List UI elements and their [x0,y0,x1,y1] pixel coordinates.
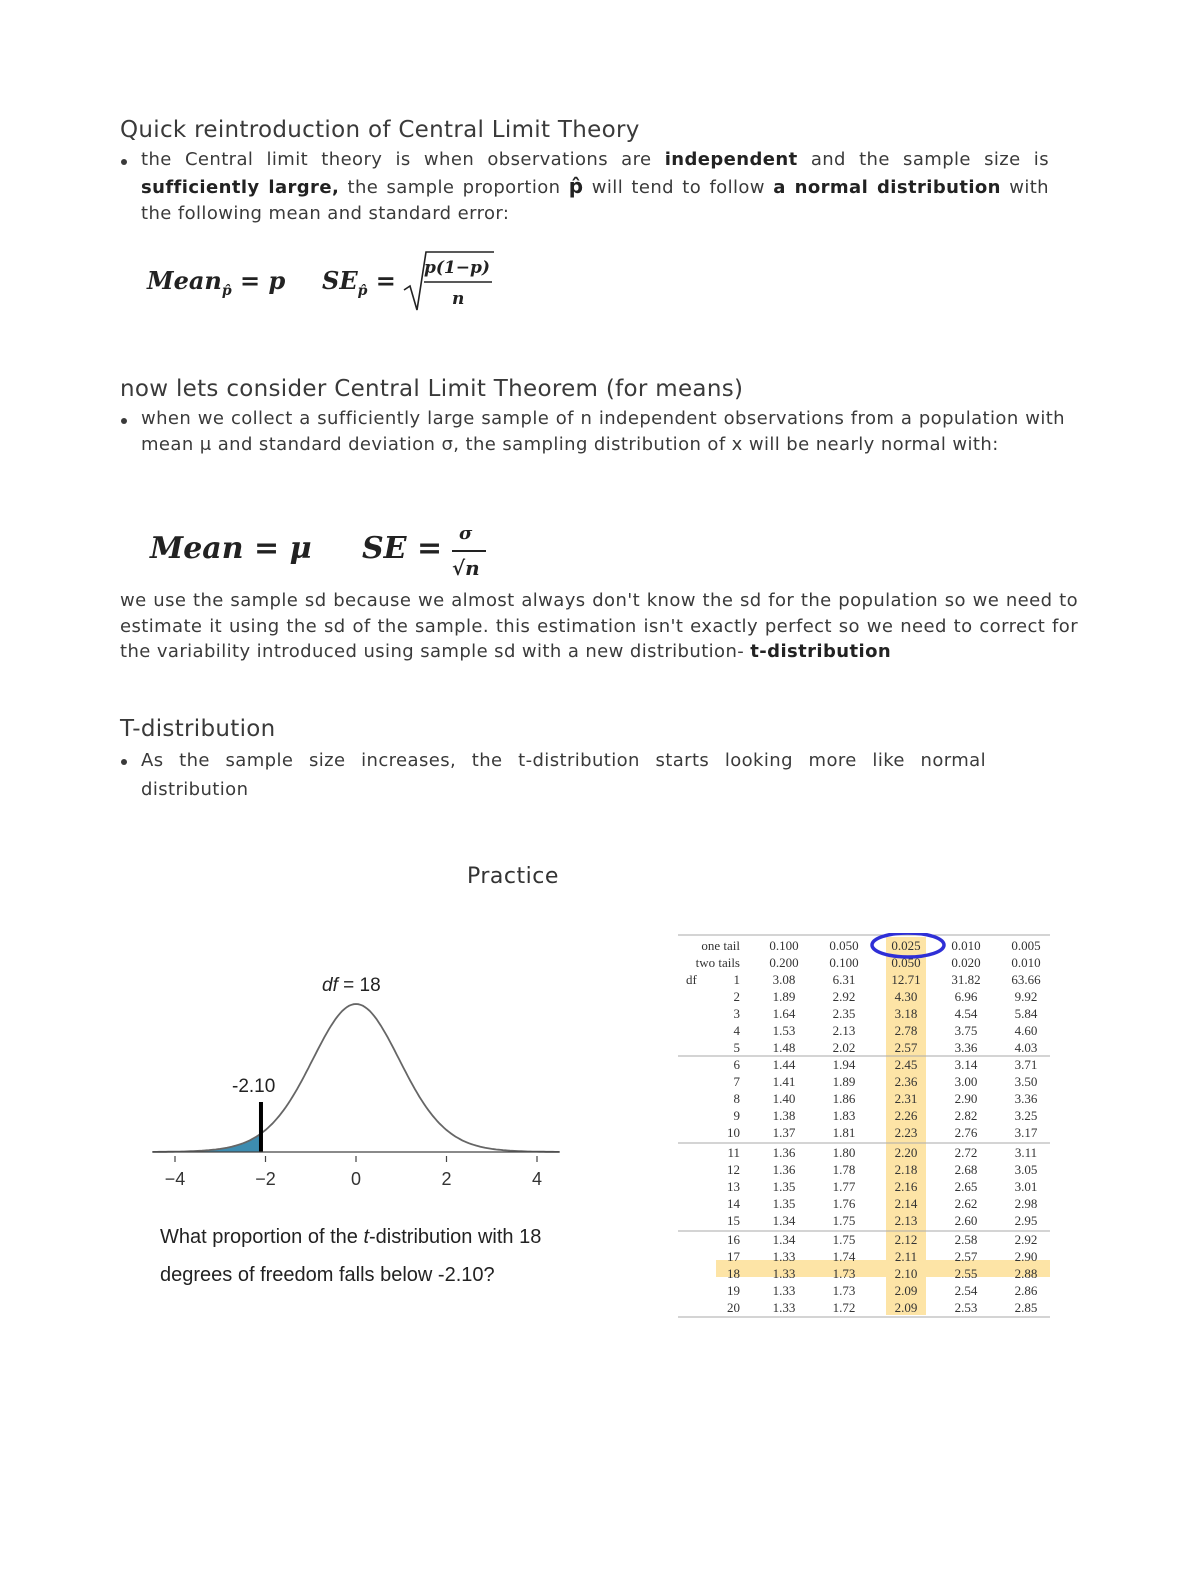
table-cell: 3.25 [1014,1108,1038,1123]
df-value: 5 [733,1040,740,1055]
table-cell: 2.68 [954,1162,978,1177]
table-cell: 63.66 [1011,972,1041,987]
table-cell: 5.84 [1014,1006,1038,1021]
table-cell: 2.36 [894,1074,918,1089]
table-cell: 2.72 [954,1145,978,1160]
table-cell: 4.54 [954,1006,978,1021]
table-cell: 1.33 [772,1249,796,1264]
table-cell: 1.35 [772,1179,796,1194]
table-cell: 2.92 [1014,1232,1038,1247]
table-cell: 1.36 [772,1162,796,1177]
table-cell: 2.85 [1014,1300,1038,1315]
practice-question: What proportion of the t-distribution with 18 degrees of freedom falls below -2.10? [160,1226,542,1286]
table-cell: 1.64 [772,1006,796,1021]
table-cell: 2.55 [954,1266,978,1281]
table-cell: 1.72 [832,1300,856,1315]
table-cell: 1.74 [832,1249,856,1264]
x-axis-ticks [165,1156,542,1189]
df-value: 10 [727,1125,740,1140]
table-cell: 2.88 [1014,1266,1038,1281]
table-cell: 2.76 [954,1125,978,1140]
table-cell: 3.50 [1014,1074,1038,1089]
table-cell: 2.45 [894,1057,918,1072]
table-cell: 2.62 [954,1196,978,1211]
df-value: 17 [727,1249,740,1264]
header-value: 0.020 [951,955,981,970]
table-cell: 2.95 [1014,1213,1038,1228]
table-cell: 9.92 [1014,989,1038,1004]
table-cell: 2.98 [1014,1196,1038,1211]
table-cell: 1.94 [832,1057,856,1072]
df-value: 1 [733,972,740,987]
table-cell: 1.38 [772,1108,796,1123]
table-cell: 2.57 [954,1249,978,1264]
table-cell: 2.10 [894,1266,918,1281]
t-dist-paragraph: As the sample size increases, the t-distribution starts looking more like normal distribution [141,750,986,800]
df-value: 20 [727,1300,740,1315]
table-cell: 1.33 [772,1266,796,1281]
table-cell: 31.82 [951,972,981,987]
df-value: 4 [733,1023,740,1038]
table-cell: 2.35 [832,1006,856,1021]
table-cell: 3.17 [1014,1125,1038,1140]
table-cell: 1.86 [832,1091,856,1106]
table-cell: 3.36 [954,1040,978,1055]
header-label: one tail [701,938,740,953]
highlight-row-18 [716,1260,1050,1277]
table-cell: 3.14 [954,1057,978,1072]
table-cell: 2.58 [954,1232,978,1247]
table-cell: 2.53 [954,1300,978,1315]
table-cell: 2.82 [954,1108,978,1123]
table-cell: 2.11 [894,1249,918,1264]
table-cell: 2.20 [894,1145,918,1160]
table-cell: 4.03 [1014,1040,1038,1055]
table-cell: 3.05 [1014,1162,1038,1177]
table-cell: 1.89 [772,989,796,1004]
table-cell: 1.33 [772,1300,796,1315]
table-cell: 1.53 [772,1023,796,1038]
df-value: 2 [733,989,740,1004]
table-cell: 1.33 [772,1283,796,1298]
table-cell: 4.30 [894,989,918,1004]
formula-sqrt-n: √n [452,556,480,580]
table-cell: 4.60 [1014,1023,1038,1038]
table-cell: 3.36 [1014,1091,1038,1106]
table-cell: 2.92 [832,989,856,1004]
table-cell: 1.34 [772,1213,796,1228]
header-value: 0.010 [1011,955,1041,970]
t-distribution-plot [150,960,570,1200]
formula-numerator: p(1−p) [424,258,490,278]
df-header: df [686,972,697,987]
table-cell: 3.08 [772,972,796,987]
heading-clt-means: now lets consider Central Limit Theorem (for means) [120,376,744,402]
df-value: 14 [727,1196,740,1211]
formula-mean-p: Mean$_{p̂}$ = p [147,266,286,299]
formula-sigma: σ [459,523,473,544]
table-cell: 2.09 [894,1283,918,1298]
table-cell: 2.57 [894,1040,918,1055]
table-cell: 1.75 [832,1213,856,1228]
formula-se: SE = [362,531,443,566]
table-cell: 1.40 [772,1091,796,1106]
table-cell: 3.71 [1014,1057,1038,1072]
x-tick-label: −2 [255,1169,276,1189]
x-tick-label: 4 [531,1169,543,1189]
table-cell: 2.18 [894,1162,918,1177]
table-cell: 1.89 [832,1074,856,1089]
table-cell: 1.75 [832,1232,856,1247]
df-value: 12 [727,1162,740,1177]
header-value: 0.050 [829,938,859,953]
df-label: df = 18 [322,975,381,996]
header-value: 0.100 [769,938,799,953]
table-cell: 1.76 [832,1196,856,1211]
df-value: 3 [733,1006,740,1021]
table-cell: 1.35 [772,1196,796,1211]
table-cell: 2.90 [1014,1249,1038,1264]
table-cell: 2.16 [894,1179,918,1194]
x-tick-label: 2 [441,1169,452,1189]
formula-denominator: n [452,289,465,309]
table-cell: 3.00 [954,1074,978,1089]
sample-sd-paragraph: we use the sample sd because we almost always don't know the sd for the population so we need to estimate it using the sd of the sample. this estimation isn't exactly perfect so we need to correct for the variability introduced using sample sd with a new distribution- t-distribution [120,590,1078,662]
header-value: 0.010 [951,938,981,953]
clt-paragraph: the Central limit theory is when observations are independent and the sample size is sufficiently largre, the sample proportion p̂ will tend to follow a normal distribution with the following mean and standard error: [141,149,1049,224]
table-cell: 2.14 [894,1196,918,1211]
table-cell: 1.41 [772,1074,796,1089]
df-value: 11 [727,1145,740,1160]
df-value: 6 [733,1057,740,1072]
heading-t-distribution: T-distribution [120,716,276,742]
practice-title: Practice [467,864,559,889]
df-value: 15 [727,1213,740,1228]
table-cell: 1.77 [832,1179,856,1194]
table-cell: 1.48 [772,1040,796,1055]
bullet [121,418,127,424]
table-cell: 2.13 [894,1213,918,1228]
x-tick-label: 0 [350,1169,362,1189]
table-cell: 2.12 [894,1232,918,1247]
df-value: 13 [727,1179,740,1194]
fraction-bar [452,550,486,552]
table-cell: 2.86 [1014,1283,1038,1298]
df-value: 18 [727,1266,740,1281]
table-cell: 2.09 [894,1300,918,1315]
heading-clt: Quick reintroduction of Central Limit Theory [120,117,640,143]
table-cell: 2.54 [954,1283,978,1298]
table-cell: 2.31 [894,1091,918,1106]
density-curve [152,1004,559,1152]
bullet [121,759,127,765]
table-cell: 12.71 [891,972,921,987]
table-cell: 6.31 [832,972,856,987]
table-cell: 1.73 [832,1283,856,1298]
table-cell: 1.80 [832,1145,856,1160]
table-cell: 6.96 [954,989,978,1004]
table-cell: 3.18 [894,1006,918,1021]
table-cell: 1.83 [832,1108,856,1123]
table-cell: 2.60 [954,1213,978,1228]
header-label: two tails [695,955,740,970]
header-value: 0.100 [829,955,859,970]
header-value: 0.005 [1011,938,1041,953]
df-value: 8 [733,1091,740,1106]
table-cell: 2.26 [894,1108,918,1123]
formula-mean-mu: Mean = μ [150,531,312,566]
table-cell: 2.65 [954,1179,978,1194]
x-tick-label: −4 [164,1169,186,1189]
table-cell: 1.36 [772,1145,796,1160]
header-value: 0.200 [769,955,799,970]
df-value: 9 [733,1108,740,1123]
header-value: 0.050 [891,955,921,970]
table-cell: 1.73 [832,1266,856,1281]
table-cell: 1.81 [832,1125,856,1140]
table-cell: 3.75 [954,1023,978,1038]
df-value: 16 [727,1232,740,1247]
table-cell: 1.34 [772,1232,796,1247]
t-table [678,933,1050,1325]
table-cell: 2.78 [894,1023,918,1038]
table-cell: 1.44 [772,1057,796,1072]
formula-se-p: $SE_{p̂}$ = [322,266,396,299]
df-value: 19 [727,1283,740,1298]
table-cell: 3.01 [1014,1179,1038,1194]
table-cell: 2.02 [832,1040,856,1055]
table-cell: 1.37 [772,1125,796,1140]
table-cell: 1.78 [832,1162,856,1177]
table-cell: 2.90 [954,1091,978,1106]
table-cell: 2.13 [832,1023,856,1038]
bullet [121,159,127,165]
header-value: 0.025 [891,938,921,953]
cutoff-label: -2.10 [232,1076,276,1097]
df-value: 7 [733,1074,740,1089]
table-cell: 2.23 [894,1125,918,1140]
table-cell: 3.11 [1014,1145,1038,1160]
clt-means-paragraph: when we collect a sufficiently large sample of n independent observations from a population with mean μ and standard deviation σ, the sampling distribution of x will be nearly normal with: [141,408,1065,455]
